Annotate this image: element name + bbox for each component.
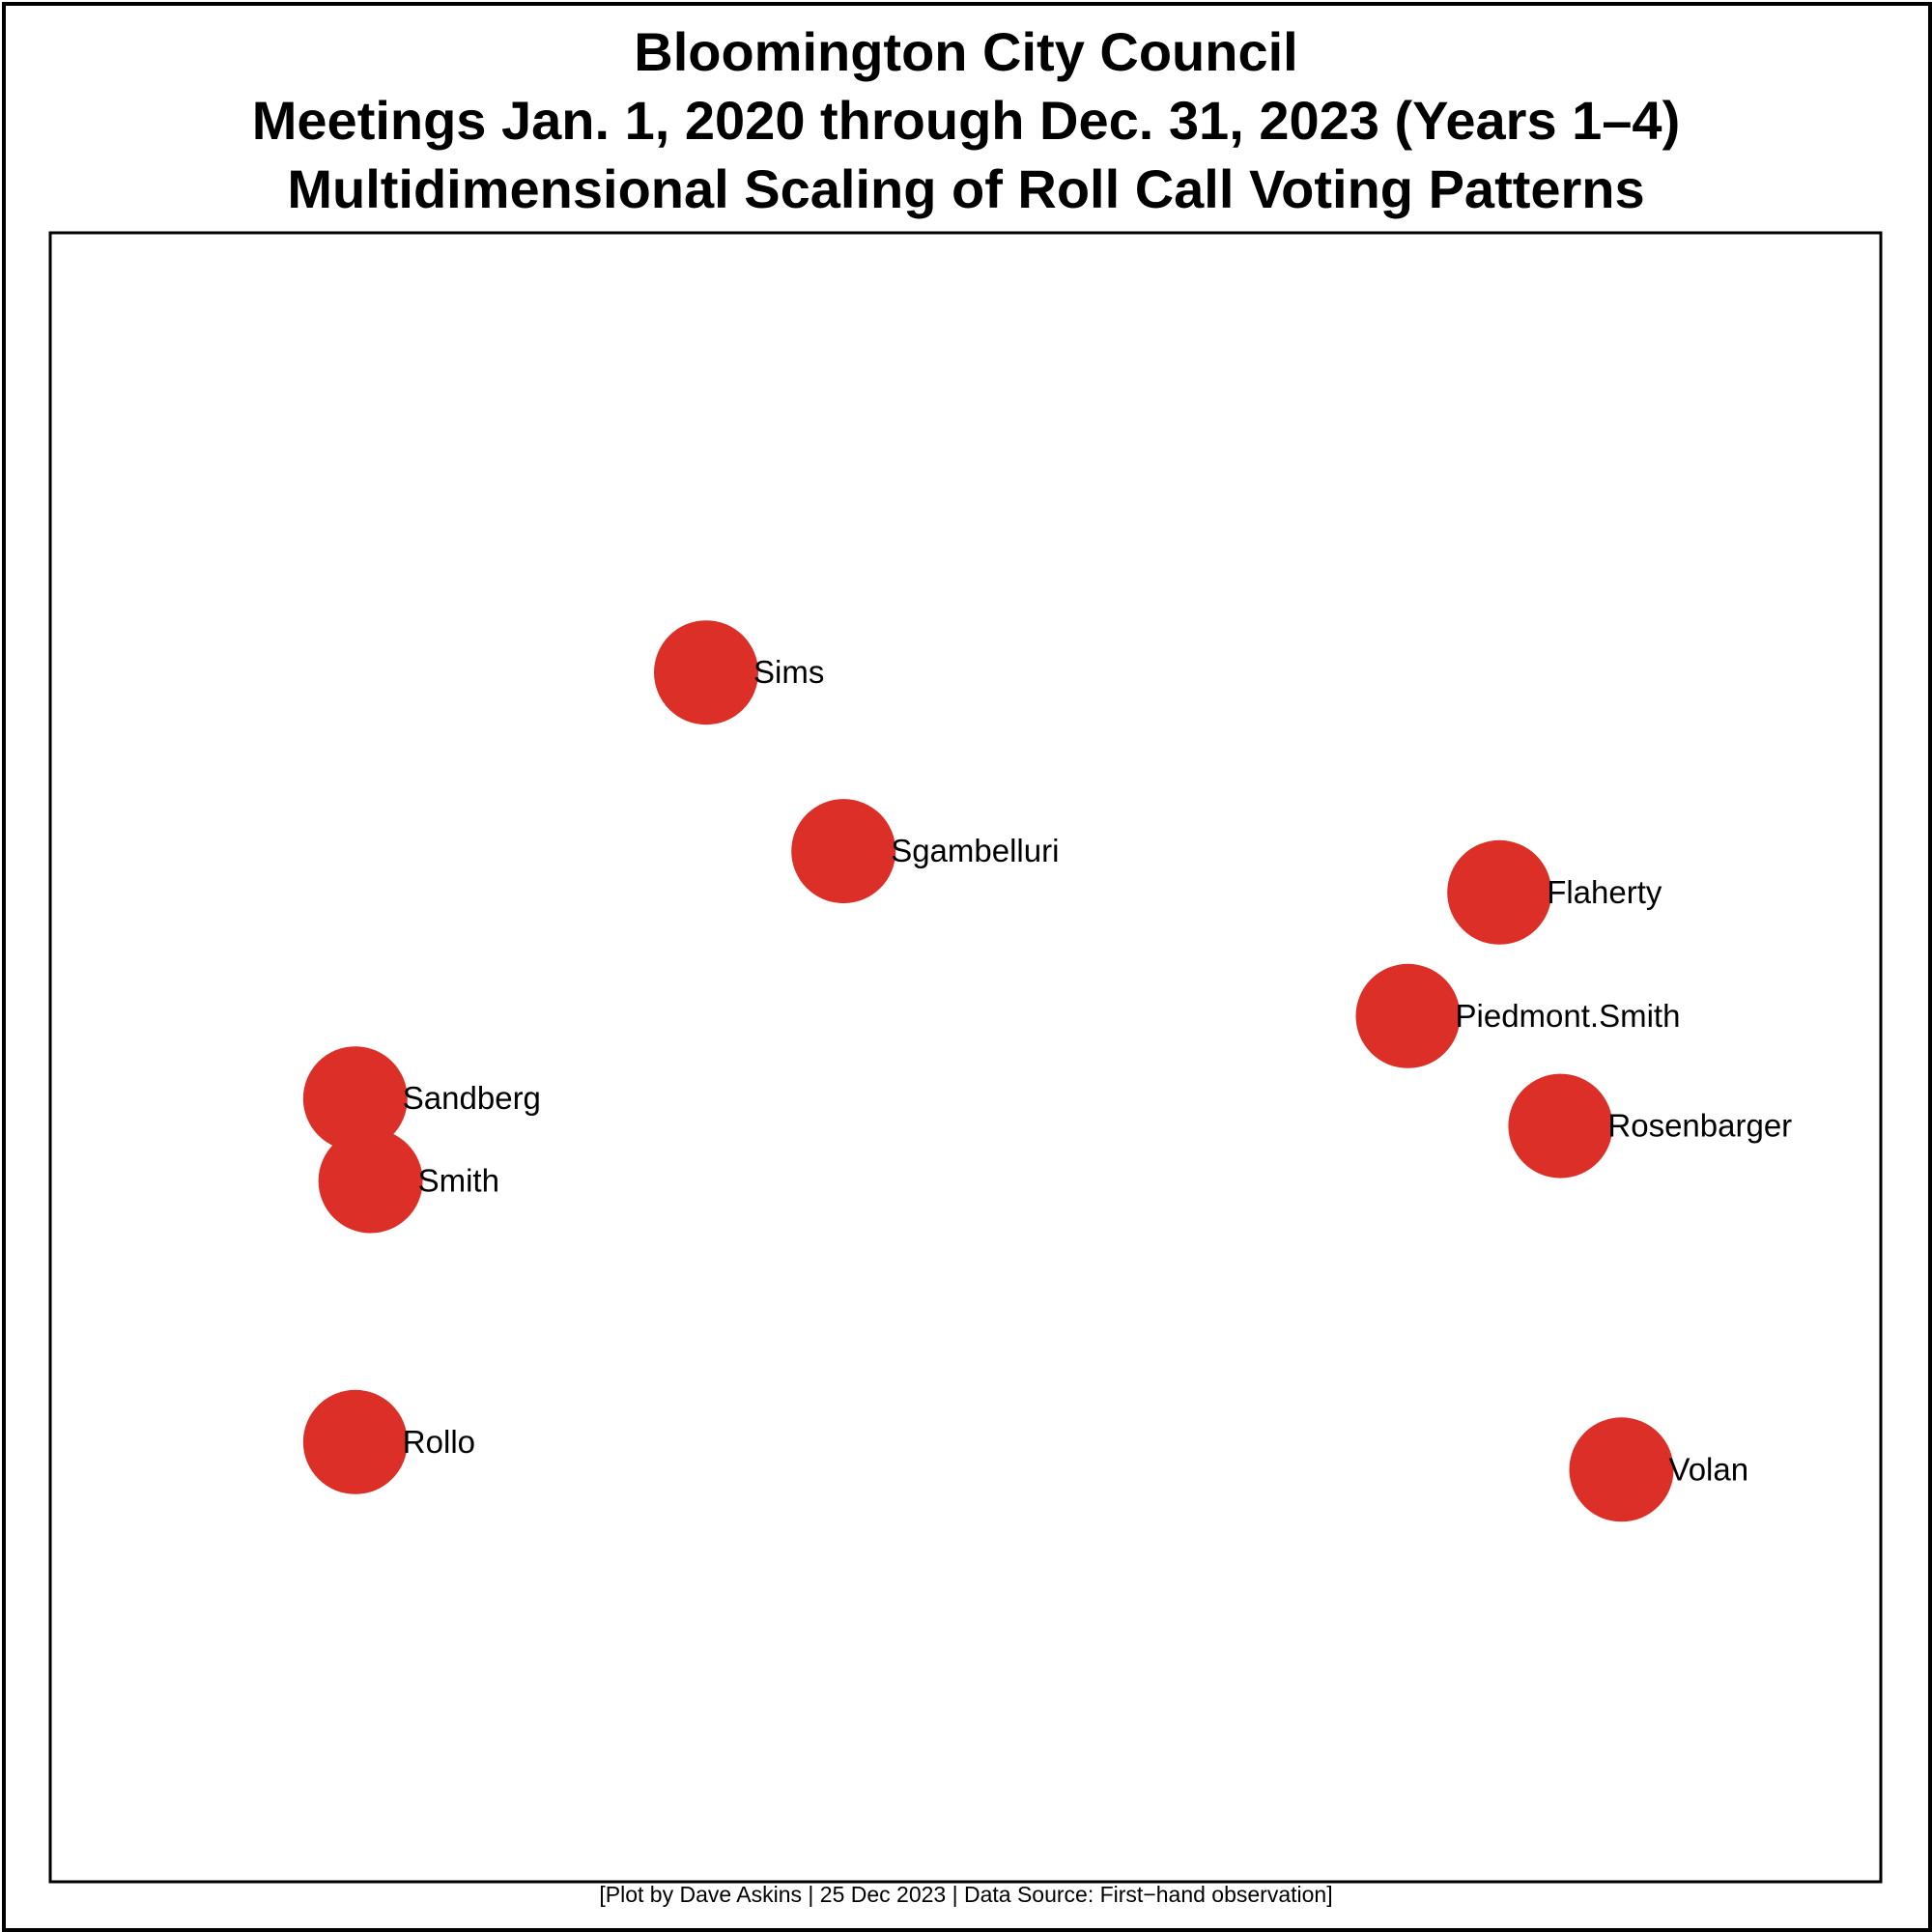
chart-title-line-1: Bloomington City Council <box>634 21 1298 82</box>
point-label-volan: Volan <box>1668 1451 1749 1488</box>
point-label-piedmont-smith: Piedmont.Smith <box>1455 997 1681 1034</box>
point-label-sandberg: Sandberg <box>402 1080 541 1117</box>
point-rollo <box>303 1390 408 1494</box>
point-label-flaherty: Flaherty <box>1547 873 1662 910</box>
point-smith <box>319 1129 423 1234</box>
chart-title-line-3: Multidimensional Scaling of Roll Call Voting Patterns <box>287 158 1645 219</box>
chart-title-line-2: Meetings Jan. 1, 2020 through Dec. 31, 2023 (Years 1–4) <box>251 90 1681 151</box>
point-sims <box>654 620 758 724</box>
point-label-sgambelluri: Sgambelluri <box>891 833 1060 869</box>
point-flaherty <box>1447 840 1551 945</box>
point-label-rollo: Rollo <box>402 1423 476 1460</box>
source-caption: [Plot by Dave Askins | 25 Dec 2023 | Data Source: First−hand observation] <box>599 1882 1333 1907</box>
point-volan <box>1570 1417 1674 1521</box>
points-layer <box>303 620 1792 1521</box>
point-rosenbarger <box>1508 1074 1612 1179</box>
point-sgambelluri <box>791 799 895 903</box>
point-label-sims: Sims <box>753 654 825 691</box>
point-label-smith: Smith <box>417 1162 499 1199</box>
point-label-rosenbarger: Rosenbarger <box>1607 1107 1793 1144</box>
point-piedmont-smith <box>1356 964 1461 1068</box>
